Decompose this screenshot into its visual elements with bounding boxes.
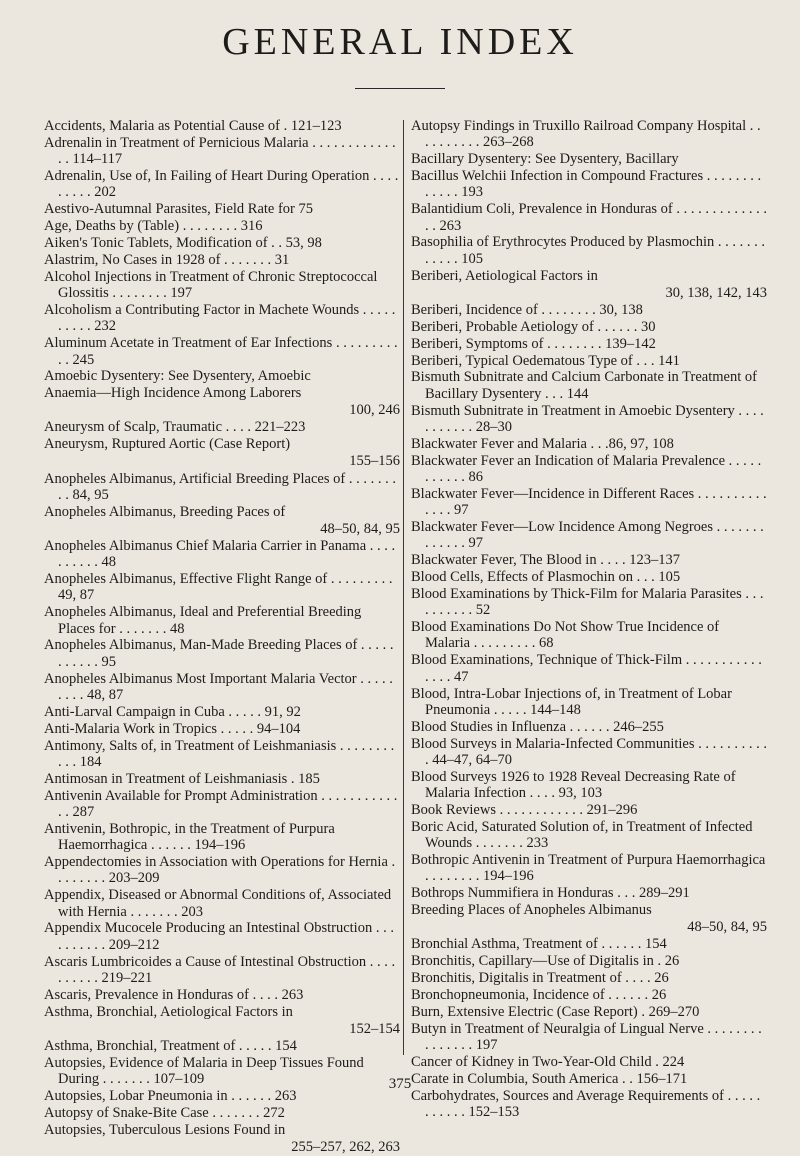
index-entry: Adrenalin in Treatment of Pernicious Malaria . . . . . . . . . . . . . . 114–117 xyxy=(44,134,396,168)
index-entry: Aneurysm, Ruptured Aortic (Case Report) xyxy=(44,436,291,453)
index-entry: Bacillary Dysentery: See Dysentery, Bacillary xyxy=(411,151,679,168)
index-entry: Ascaris Lumbricoides a Cause of Intestinal Obstruction . . . . . . . . . . 219–221 xyxy=(44,953,396,986)
index-entry: Carate in Columbia, South America . . 156–171 xyxy=(411,1070,688,1087)
index-entry: Alcohol Injections in Treatment of Chronic Streptococcal Glossitis . . . . . . . . 197 xyxy=(44,268,378,302)
index-entry: Blackwater Fever—Incidence in Different Races . . . . . . . . . . . . . . 97 xyxy=(411,485,767,519)
index-entry: Accidents, Malaria as Potential Cause of . 121–123 xyxy=(44,118,342,134)
title-rule xyxy=(355,88,445,89)
index-entry: Burn, Extensive Electric (Case Report) . 269–270 xyxy=(411,1003,700,1020)
index-entry: Antivenin Available for Prompt Administration . . . . . . . . . . . . . 287 xyxy=(44,787,398,821)
index-entry: Blood Examinations by Thick-Film for Malaria Parasites . . . . . . . . . . 52 xyxy=(411,586,764,619)
index-entry: Blood Cells, Effects of Plasmochin on . . . 105 xyxy=(411,569,681,586)
index-entry: Blood Surveys in Malaria-Infected Communities . . . . . . . . . . . 44–47, 64–70 xyxy=(411,735,768,768)
index-entry: Bacillus Welchii Infection in Compound Fractures . . . . . . . . . . . . . 193 xyxy=(411,168,762,201)
index-entry: Aestivo-Autumnal Parasites, Field Rate for 75 xyxy=(44,201,314,218)
index-entry: Anopheles Albimanus, Man-Made Breeding Places of . . . . . . . . . . . 95 xyxy=(44,637,394,670)
index-entry: Autopsies, Evidence of Malaria in Deep Tissues Found During . . . . . . . 107–109 xyxy=(44,1054,364,1088)
index-entry: 100, 246 xyxy=(349,402,400,419)
index-entry: Alastrim, No Cases in 1928 of . . . . . . . 31 xyxy=(44,251,290,268)
index-entry: 48–50, 84, 95 xyxy=(320,520,400,537)
index-entry: Cancer of Kidney in Two-Year-Old Child . 224 xyxy=(411,1054,685,1070)
column-divider xyxy=(403,120,404,1055)
index-entry: Boric Acid, Saturated Solution of, in Treatment of Infected Wounds . . . . . . . 233 xyxy=(411,818,753,852)
index-entry: Anopheles Albimanus, Effective Flight Range of . . . . . . . . . 49, 87 xyxy=(44,571,393,604)
index-entry: Blackwater Fever—Low Incidence Among Negroes . . . . . . . . . . . . . 97 xyxy=(411,519,764,552)
index-entry: Alcoholism a Contributing Factor in Machete Wounds . . . . . . . . . . 232 xyxy=(44,302,396,335)
index-entry: Asthma, Bronchial, Treatment of . . . . . 154 xyxy=(44,1037,297,1054)
right-column xyxy=(411,118,767,1121)
index-entry: 152–154 xyxy=(349,1020,400,1037)
index-entry: Blood Studies in Influenza . . . . . . 246–255 xyxy=(411,718,664,735)
index-entry: Anopheles Albimanus Most Important Malaria Vector . . . . . . . . . 48, 87 xyxy=(44,670,393,703)
index-entry: Autopsies, Tuberculous Lesions Found in xyxy=(44,1121,286,1138)
index-entry: Bronchitis, Digitalis in Treatment of . . . . 26 xyxy=(411,970,669,987)
index-entry: 48–50, 84, 95 xyxy=(687,919,767,936)
index-entry: Asthma, Bronchial, Aetiological Factors in xyxy=(44,1003,293,1020)
index-entry: Blackwater Fever and Malaria . . .86, 97, 108 xyxy=(411,435,674,452)
index-entry: 30, 138, 142, 143 xyxy=(665,284,767,301)
index-entry: Aluminum Acetate in Treatment of Ear Infections . . . . . . . . . . . 245 xyxy=(44,335,398,368)
index-entry: Amoebic Dysentery: See Dysentery, Amoebic xyxy=(44,368,311,385)
index-entry: Breeding Places of Anopheles Albimanus xyxy=(411,902,652,919)
index-entry: Antimony, Salts of, in Treatment of Leishmaniasis . . . . . . . . . . . 184 xyxy=(44,737,395,770)
index-entry: Aiken's Tonic Tablets, Modification of . . 53, 98 xyxy=(44,235,322,252)
index-entry: Adrenalin, Use of, In Failing of Heart During Operation . . . . . . . . . 202 xyxy=(44,168,399,201)
index-entry: Appendectomies in Association with Operations for Hernia . . . . . . . . 203–209 xyxy=(44,854,396,887)
left-column xyxy=(44,118,400,1156)
index-entry: Appendix, Diseased or Abnormal Conditions of, Associated with Hernia . . . . . . . 203 xyxy=(44,887,392,920)
index-entry: Autopsy Findings in Truxillo Railroad Company Hospital . . . . . . . . . . 263–268 xyxy=(411,118,761,151)
index-entry: Bronchitis, Capillary—Use of Digitalis in . 26 xyxy=(411,953,680,970)
index-entry: Blood Surveys 1926 to 1928 Reveal Decreasing Rate of Malaria Infection . . . . 93, 103 xyxy=(411,768,736,802)
index-entry: Appendix Mucocele Producing an Intestinal Obstruction . . . . . . . . . . 209–212 xyxy=(44,920,394,953)
index-entry: Book Reviews . . . . . . . . . . . . 291–296 xyxy=(411,802,638,819)
index-entry: Beriberi, Incidence of . . . . . . . . 30, 138 xyxy=(411,301,643,318)
index-entry: Bismuth Subnitrate and Calcium Carbonate in Treatment of Bacillary Dysentery . . . 144 xyxy=(411,369,757,402)
index-entry: Autopsies, Lobar Pneumonia in . . . . . . 263 xyxy=(44,1088,297,1104)
index-entry: Antimosan in Treatment of Leishmaniasis . 185 xyxy=(44,770,320,787)
index-entry: Anti-Larval Campaign in Cuba . . . . . 91, 92 xyxy=(44,703,301,720)
index-entry: 155–156 xyxy=(349,453,400,470)
index-entry: Anopheles Albimanus Chief Malaria Carrier in Panama . . . . . . . . . . 48 xyxy=(44,537,396,571)
index-entry: Aneurysm of Scalp, Traumatic . . . . 221–223 xyxy=(44,419,306,436)
page-number: 375 xyxy=(388,1076,412,1092)
index-entry: Carbohydrates, Sources and Average Requirements of . . . . . . . . . . . 152–153 xyxy=(411,1087,761,1121)
index-entry: Blood Examinations, Technique of Thick-Film . . . . . . . . . . . . . . . 47 xyxy=(411,652,762,685)
index-entry: Beriberi, Probable Aetiology of . . . . . . 30 xyxy=(411,318,656,335)
index-entry: Beriberi, Symptoms of . . . . . . . . 139–142 xyxy=(411,335,656,352)
index-entry: Bronchial Asthma, Treatment of . . . . . . 154 xyxy=(411,936,667,953)
index-entry: Bronchopneumonia, Incidence of . . . . . . 26 xyxy=(411,987,667,1004)
page-title: GENERAL INDEX xyxy=(222,21,578,63)
index-entry: 255–257, 262, 263 xyxy=(291,1138,400,1155)
index-entry: Antivenin, Bothropic, in the Treatment of Purpura Haemorrhagica . . . . . . 194–196 xyxy=(44,820,335,854)
index-entry: Ascaris, Prevalence in Honduras of . . . . 263 xyxy=(44,986,304,1003)
index-entry: Autopsy of Snake-Bite Case . . . . . . . 272 xyxy=(44,1104,285,1121)
index-entry: Balantidium Coli, Prevalence in Honduras of . . . . . . . . . . . . . . . 263 xyxy=(411,201,768,234)
index-entry: Bothrops Nummifiera in Honduras . . . 289–291 xyxy=(411,885,690,902)
index-entry: Blackwater Fever an Indication of Malaria Prevalence . . . . . . . . . . . 86 xyxy=(411,452,762,485)
index-entry: Bismuth Subnitrate in Treatment in Amoebic Dysentery . . . . . . . . . . . 28–30 xyxy=(411,402,764,435)
index-entry: Blood Examinations Do Not Show True Incidence of Malaria . . . . . . . . . 68 xyxy=(411,619,720,652)
index-entry: Beriberi, Typical Oedematous Type of . . . 141 xyxy=(411,352,680,369)
index-entry: Age, Deaths by (Table) . . . . . . . . 316 xyxy=(44,218,263,235)
index-entry: Blood, Intra-Lobar Injections of, in Treatment of Lobar Pneumonia . . . . . 144–148 xyxy=(411,685,732,718)
index-entry: Blackwater Fever, The Blood in . . . . 123–137 xyxy=(411,552,680,569)
index-entry: Butyn in Treatment of Neuralgia of Lingual Nerve . . . . . . . . . . . . . . . 197 xyxy=(411,1020,762,1054)
index-entry: Beriberi, Aetiological Factors in xyxy=(411,267,598,284)
index-entry: Bothropic Antivenin in Treatment of Purpura Haemorrhagica . . . . . . . . 194–196 xyxy=(411,852,766,885)
index-entry: Anti-Malaria Work in Tropics . . . . . 94–104 xyxy=(44,720,301,737)
index-entry: Anopheles Albimanus, Artificial Breeding Places of . . . . . . . . . 84, 95 xyxy=(44,470,396,503)
index-entry: Anopheles Albimanus, Breeding Paces of xyxy=(44,503,286,520)
index-entry: Anopheles Albimanus, Ideal and Preferential Breeding Places for . . . . . . . 48 xyxy=(44,604,362,637)
index-entry: Basophilia of Erythrocytes Produced by Plasmochin . . . . . . . . . . . . 105 xyxy=(411,234,765,267)
index-entry: Anaemia—High Incidence Among Laborers xyxy=(44,385,302,402)
